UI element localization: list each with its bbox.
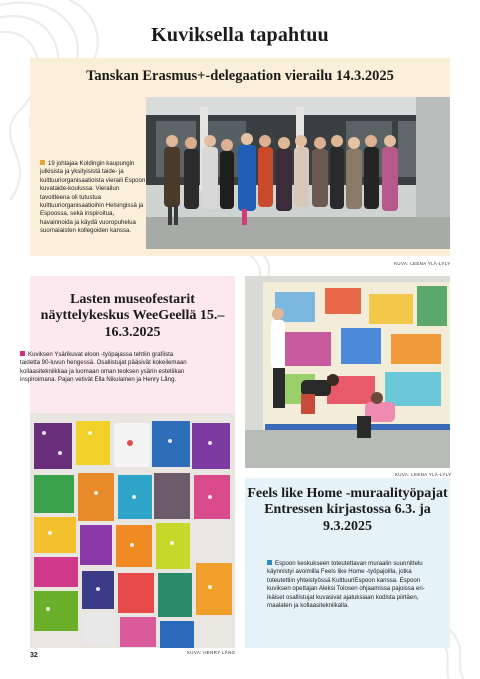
museofestari-body — [20, 351, 192, 385]
blue-square-bullet-icon — [267, 560, 272, 565]
feels-like-home-article — [245, 478, 450, 648]
page-number: 32 — [30, 652, 38, 659]
magenta-square-bullet-icon — [20, 351, 25, 356]
museofestari-body-text: Kuviksen Ysärikuvat eloon -työpajassa tehtiin grafiista taidetta 90-luvun hengessä. Osallistujat pääsivät kokeilemaan kollaasitekniikkaa ja luomaan oman teoksen ysärin estetiikan inspiroimana. Pajan vetivät Ella Nikulainen ja Henry Lång. — [20, 351, 187, 384]
orange-square-bullet-icon — [40, 160, 45, 165]
erasmus-body-text: 19 johtajaa Koldingin kaupungin julkisista ja yksityisistä taide- ja kulttuuriorganisaatioista vieraili Espoon kuvataide-koulussa. Vierailun tavoitteena oli tutustua kulttuuriorganisaatioihin Helsingissä ja Espoossa, sekä inspiroitua, havainnoida ja käydä vuoropuhelua suomalaisten kollegoiden kanssa. — [40, 160, 146, 235]
collage-artworks-photo — [30, 413, 235, 648]
page-title: Kuviksella tapahtuu — [151, 24, 329, 46]
feels-photo-credit: KUVA: LEENA YLÄ-LYLY — [395, 472, 452, 477]
museofestari-title: Lasten museofestarit näyttelykeskus WeeGeellä 15.–16.3.2025 — [40, 292, 225, 340]
erasmus-title: Tanskan Erasmus+-delegaation vierailu 14.3.2025 — [86, 68, 394, 84]
erasmus-group-photo — [146, 97, 450, 249]
erasmus-body — [40, 160, 146, 236]
feels-like-home-body-text: Espoon keskukseen toteutettavan muraalin suunnittelu käynnistyi avoimilla Feels like Home -työpajoilla, jotka toteutettiin yhteistyössä KulttuuriEspoon kanssa. Espoon kuviksen opettajan Aleksi Tolosen ohjaamissa pajoissa eri-ikäiset osallistujat kuvasivat ajatuksiaan kodista piirtäen, maalaten ja kollaasitekniikalla. — [267, 560, 425, 610]
mural-workshop-photo — [245, 276, 450, 468]
feels-like-home-body — [267, 560, 435, 610]
erasmus-photo-credit: KUVA: LEENA YLÄ-LYLY — [394, 261, 451, 266]
feels-like-home-title: Feels like Home -muraalityöpajat Entressen kirjastossa 6.3. ja 9.3.2025 — [247, 486, 448, 534]
museofestari-photo-credit: KUVA: HENRY LÅNG — [187, 650, 236, 655]
